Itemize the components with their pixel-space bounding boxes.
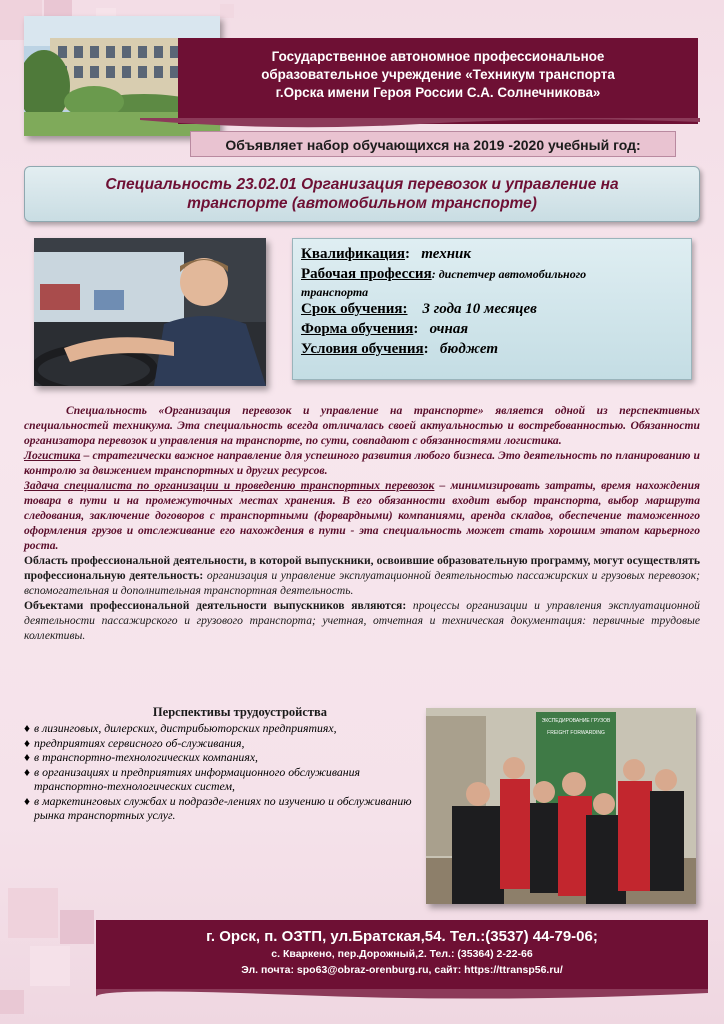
- group-photo: [426, 708, 696, 904]
- qualification-label: Квалификация: [301, 246, 406, 262]
- duration-label: Срок обучения:: [301, 301, 408, 317]
- bullet-icon: ♦: [24, 721, 31, 735]
- bullet-icon: ♦: [24, 793, 31, 808]
- profession-label: Рабочая профессия: [301, 266, 432, 282]
- header-line-3: г.Орска имени Героя России С.А. Солнечникова»: [275, 85, 601, 100]
- bullet-icon: ♦: [24, 735, 31, 750]
- decor-squares-bottom: [0, 880, 100, 1024]
- intro-paragraph: Специальность «Организация перевозок и управление на транспорте» является одной из перспективных специальностей техникума. Эта специальность всегда отличалась своей актуальностью и востребованностью. Обязанности организатора перевозок и управления на транспорте, по сути, совпадают с обязанностями логистика.: [24, 404, 700, 447]
- sign-subtitle: FREIGHT FORWARDING: [547, 730, 605, 736]
- program-info-card: Квалификация: техник Рабочая профессия: диспетчер автомобильного транспорта Срок обучения: 3 года 10 месяцев Форма обучения: очная Условия обучения: бюджет: [292, 238, 692, 380]
- contacts-footer: [96, 920, 708, 990]
- logistics-term: Логистика: [24, 449, 81, 462]
- form-label: Форма обучения: [301, 321, 414, 337]
- conditions-label: Условия обучения: [301, 341, 424, 357]
- list-item: ♦ предприятиях сервисного об-служивания,: [24, 735, 245, 750]
- driver-photo: [34, 238, 266, 386]
- header-wave-decor: [140, 118, 700, 132]
- footer-wave-decor: [96, 988, 708, 1000]
- area-text: организация и управление эксплуатационной деятельностью пассажирских и грузовых перевозок; вспомогательная и дополнительная транспортная деятельность.: [24, 569, 700, 597]
- specialty-line-1: Специальность 23.02.01 Организация перевозок и управление на: [105, 176, 619, 193]
- footer-branch: с. Кваркено, пер.Дорожный,2. Тел.: (35364) 2-22-66: [271, 948, 533, 960]
- specialty-banner: [24, 166, 700, 222]
- list-item: ♦ в организациях и предприятиях информационного обслуживания транспортно-технологических систем,: [24, 764, 360, 793]
- sign-title: ЭКСПЕДИРОВАНИЕ ГРУЗОВ: [541, 718, 611, 724]
- profession-value: диспетчер автомобильного: [438, 267, 587, 281]
- enrollment-announcement: Объявляет набор обучающихся на 2019 -2020 учебный год:: [190, 131, 676, 157]
- qualification-value: техник: [421, 246, 471, 262]
- form-value: очная: [429, 321, 469, 337]
- objects-lead: Объектами профессиональной деятельности выпускников являются:: [24, 599, 407, 612]
- footer-contacts: Эл. почта: spo63@obraz-orenburg.ru, сайт: https://ttransp56.ru/: [241, 964, 563, 976]
- area-lead: Область профессиональной деятельности, в которой выпускники, освоившие образовательную программу, могут осуществлять профессиональную деятельность:: [24, 554, 700, 582]
- header-line-2: образовательное учреждение «Техникум транспорта: [261, 67, 615, 82]
- description-text: [24, 403, 700, 643]
- institution-header: [178, 38, 698, 124]
- duration-value: 3 года 10 месяцев: [422, 301, 537, 317]
- task-text: – минимизировать затраты, время нахождения товара в пути и на промежуточных местах хранения. В его обязанности входит выбор транспорта, выбор маршрута следования, заключение договоров с транспортными (форвардными) компаниями, аренда складов, обеспечение таможенного оформления грузов и отслеживание его нахождения в пути - эта специальность может стать хорошим этапом карьерного роста.: [24, 479, 701, 552]
- profession-value-cont: транспорта: [301, 285, 369, 299]
- conditions-value: бюджет: [439, 341, 498, 357]
- specialty-line-2: транспорте (автомобильном транспорте): [187, 195, 537, 212]
- header-line-1: Государственное автономное профессиональное: [271, 49, 605, 64]
- task-term: Задача специалиста по организации и проведению транспортных перевозок: [24, 479, 435, 492]
- perspectives-list: [24, 721, 424, 823]
- list-item: ♦ в транспортно-технологических компаниях,: [24, 750, 259, 764]
- list-item: ♦ в лизинговых, дилерских, дистрибьюторских предприятиях,: [24, 721, 337, 735]
- objects-text: процессы организации и управления эксплуатационной деятельности пассажирского и грузового транспорта; учетная, отчетная и техническая документация: первичные трудовые коллективы.: [24, 599, 700, 642]
- footer-address: г. Орск, п. ОЗТП, ул.Братская,54. Тел.:(3537) 44-79-06;: [206, 928, 598, 945]
- list-item: ♦ в маркетинговых службах и подразде-лениях по изучению и обслуживанию рынка транспортных услуг.: [24, 793, 412, 822]
- bullet-icon: ♦: [24, 750, 31, 764]
- logistics-text: – стратегически важное направление для успешного развития любого бизнеса. Это деятельность по планированию и контролю за движением транспортных и других ресурсов.: [24, 449, 700, 477]
- perspectives-title: Перспективы трудоустройства: [152, 705, 328, 719]
- bullet-icon: ♦: [24, 764, 31, 779]
